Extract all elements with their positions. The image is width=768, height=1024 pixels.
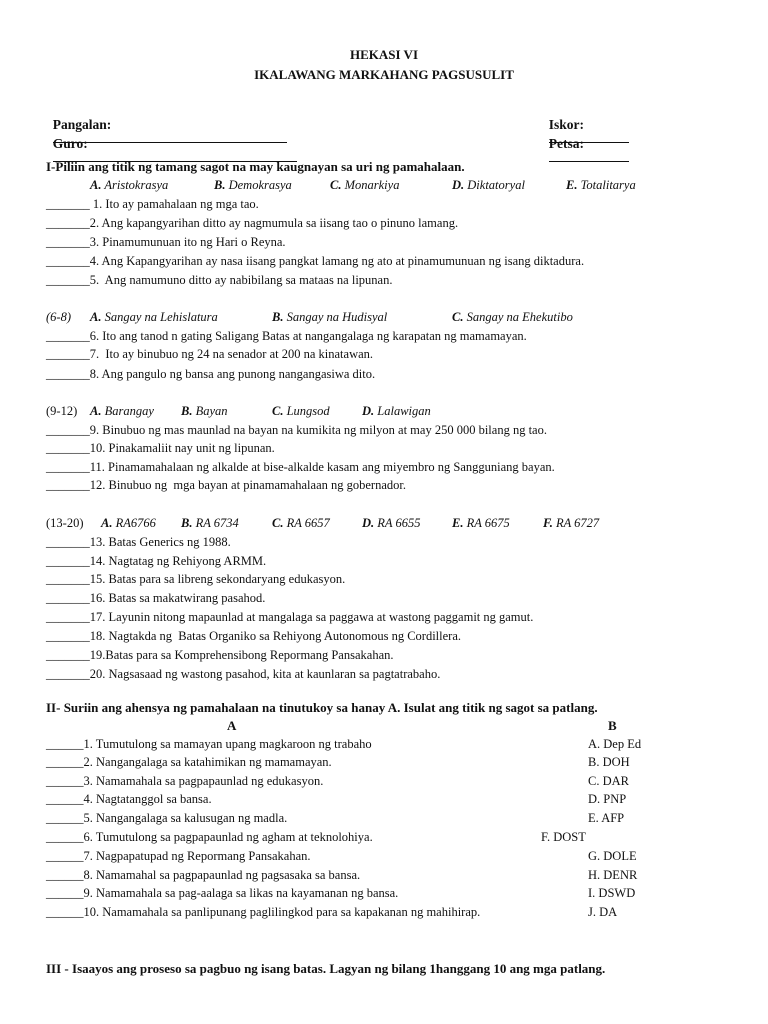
matching-item[interactable]: ______7. Nagpapatupad ng Repormang Pansakahan.	[46, 849, 311, 863]
question-item[interactable]: _______20. Nagsasaad ng wastong pasahod, kita at kaunlaran sa pagtatrabaho.	[46, 667, 441, 681]
agency-option: J. DA	[588, 905, 618, 919]
part1-instruction: I-Piliin ang titik ng tamang sagot na may kaugnayan sa uri ng pamahalaan.	[46, 159, 465, 174]
choice-b: B. Demokrasya	[214, 178, 292, 192]
guro-label: Guro:	[52, 135, 88, 151]
question-item[interactable]: _______14. Nagtatag ng Rehiyong ARMM.	[46, 554, 267, 568]
choice-b: B. Sangay na Hudisyal	[272, 310, 388, 324]
choice-e: E. RA 6675	[452, 516, 510, 530]
choice-d: D. Diktatoryal	[452, 178, 525, 192]
choice-a: A. Sangay na Lehislatura	[90, 310, 218, 324]
matching-item[interactable]: ______3. Namamahala sa pagpapaunlad ng edukasyon.	[46, 774, 324, 788]
question-item[interactable]: _______10. Pinakamaliit nay unit ng lipunan.	[46, 441, 275, 455]
petsa-field[interactable]	[542, 123, 629, 165]
choice-d: D. RA 6655	[362, 516, 421, 530]
column-a-header: A	[227, 718, 237, 733]
question-item[interactable]: _______11. Pinamamahalaan ng alkalde at bise-alkalde kasam ang miyembro ng Sangguniang bayan.	[46, 460, 555, 474]
part2-instruction: II- Suriin ang ahensya ng pamahalaan na tinutukoy sa hanay A. Isulat ang titik ng sagot sa patlang.	[46, 700, 598, 715]
choice-a: A. RA6766	[101, 516, 156, 530]
choice-c: C. RA 6657	[272, 516, 330, 530]
agency-option: F. DOST	[541, 830, 586, 844]
question-item[interactable]: _______3. Pinamumunuan ito ng Hari o Reyna.	[46, 235, 286, 249]
pangalan-label: Pangalan:	[52, 116, 112, 132]
agency-option: A. Dep Ed	[588, 737, 642, 751]
document-title: HEKASI VI	[349, 47, 419, 62]
matching-item[interactable]: ______5. Nangangalaga sa kalusugan ng madla.	[46, 811, 288, 825]
matching-item[interactable]: ______9. Namamahala sa pag-aalaga sa likas na kayamanan ng bansa.	[46, 886, 399, 900]
question-item[interactable]: _______4. Ang Kapangyarihan ay nasa iisang pangkat lamang ng ato at pinamumunuan ng isang diktadura.	[46, 254, 585, 268]
agency-option: C. DAR	[588, 774, 629, 788]
choice-a: A. Aristokrasya	[90, 178, 169, 192]
choice-f: F. RA 6727	[543, 516, 600, 530]
question-item[interactable]: _______7. Ito ay binubuo ng 24 na senador at 200 na kinatawan.	[46, 347, 374, 361]
iskor-label: Iskor:	[548, 116, 585, 132]
matching-item[interactable]: ______8. Namamahal sa pagpapaunlad ng pagsasaka sa bansa.	[46, 868, 361, 882]
question-item[interactable]: _______9. Binubuo ng mas maunlad na bayan na kumikita ng milyon at may 250 000 bilang ng tao.	[46, 423, 547, 437]
column-b-header: B	[608, 718, 617, 733]
choice-b: B. RA 6734	[181, 516, 239, 530]
matching-item[interactable]: ______1. Tumutulong sa mamayan upang magkaroon ng trabaho	[46, 737, 372, 751]
document-subtitle: IKALAWANG MARKAHANG PAGSUSULIT	[254, 67, 514, 82]
group4-range: (13-20)	[46, 516, 84, 530]
question-item[interactable]: _______5. Ang namumuno ditto ay nabibilang sa mataas na lipunan.	[46, 273, 393, 287]
choice-c: C. Lungsod	[272, 404, 330, 418]
question-item[interactable]: _______16. Batas sa makatwirang pasahod.	[46, 591, 266, 605]
matching-item[interactable]: ______6. Tumutulong sa pagpapaunlad ng agham at teknolohiya.	[46, 830, 373, 844]
choice-e: E. Totalitarya	[566, 178, 636, 192]
question-item[interactable]: _______19.Batas para sa Komprehensibong Repormang Pansakahan.	[46, 648, 394, 662]
part3-instruction: III - Isaayos ang proseso sa pagbuo ng isang batas. Lagyan ng bilang 1hanggang 10 ang mga patlang.	[46, 961, 606, 976]
question-item[interactable]: _______12. Binubuo ng mga bayan at pinamamahalaan ng gobernador.	[46, 478, 406, 492]
question-item[interactable]: _______ 1. Ito ay pamahalaan ng mga tao.	[46, 197, 259, 211]
choice-a: A. Barangay	[90, 404, 154, 418]
agency-option: H. DENR	[588, 868, 638, 882]
petsa-label: Petsa:	[548, 135, 584, 151]
question-item[interactable]: _______6. Ito ang tanod n gating Saligang Batas at nangangalaga ng karapatan ng mamamayan.	[46, 329, 527, 343]
agency-option: G. DOLE	[588, 849, 637, 863]
choice-b: B. Bayan	[181, 404, 228, 418]
question-item[interactable]: _______18. Nagtakda ng Batas Organiko sa Rehiyong Autonomous ng Cordillera.	[46, 629, 461, 643]
agency-option: B. DOH	[588, 755, 630, 769]
petsa-blank[interactable]	[549, 150, 629, 162]
question-item[interactable]: _______17. Layunin nitong mapaunlad at mangalaga sa paggawa at wastong paggamit ng gamut.	[46, 610, 534, 624]
choice-c: C. Sangay na Ehekutibo	[452, 310, 573, 324]
agency-option: E. AFP	[588, 811, 625, 825]
choice-c: C. Monarkiya	[330, 178, 400, 192]
matching-item[interactable]: ______2. Nangangalaga sa katahimikan ng mamamayan.	[46, 755, 332, 769]
agency-option: D. PNP	[588, 792, 627, 806]
question-item[interactable]: _______2. Ang kapangyarihan ditto ay nagmumula sa iisang tao o pinuno lamang.	[46, 216, 459, 230]
agency-option: I. DSWD	[588, 886, 636, 900]
matching-item[interactable]: ______4. Nagtatanggol sa bansa.	[46, 792, 212, 806]
question-item[interactable]: _______15. Batas para sa libreng sekondaryang edukasyon.	[46, 572, 346, 586]
group2-range: (6-8)	[46, 310, 71, 324]
group3-range: (9-12)	[46, 404, 78, 418]
choice-d: D. Lalawigan	[362, 404, 431, 418]
question-item[interactable]: _______13. Batas Generics ng 1988.	[46, 535, 231, 549]
matching-item[interactable]: ______10. Namamahala sa panlipunang paglilingkod para sa kapakanan ng mahihirap.	[46, 905, 481, 919]
question-item[interactable]: _______8. Ang pangulo ng bansa ang punong nangangasiwa dito.	[46, 367, 376, 381]
